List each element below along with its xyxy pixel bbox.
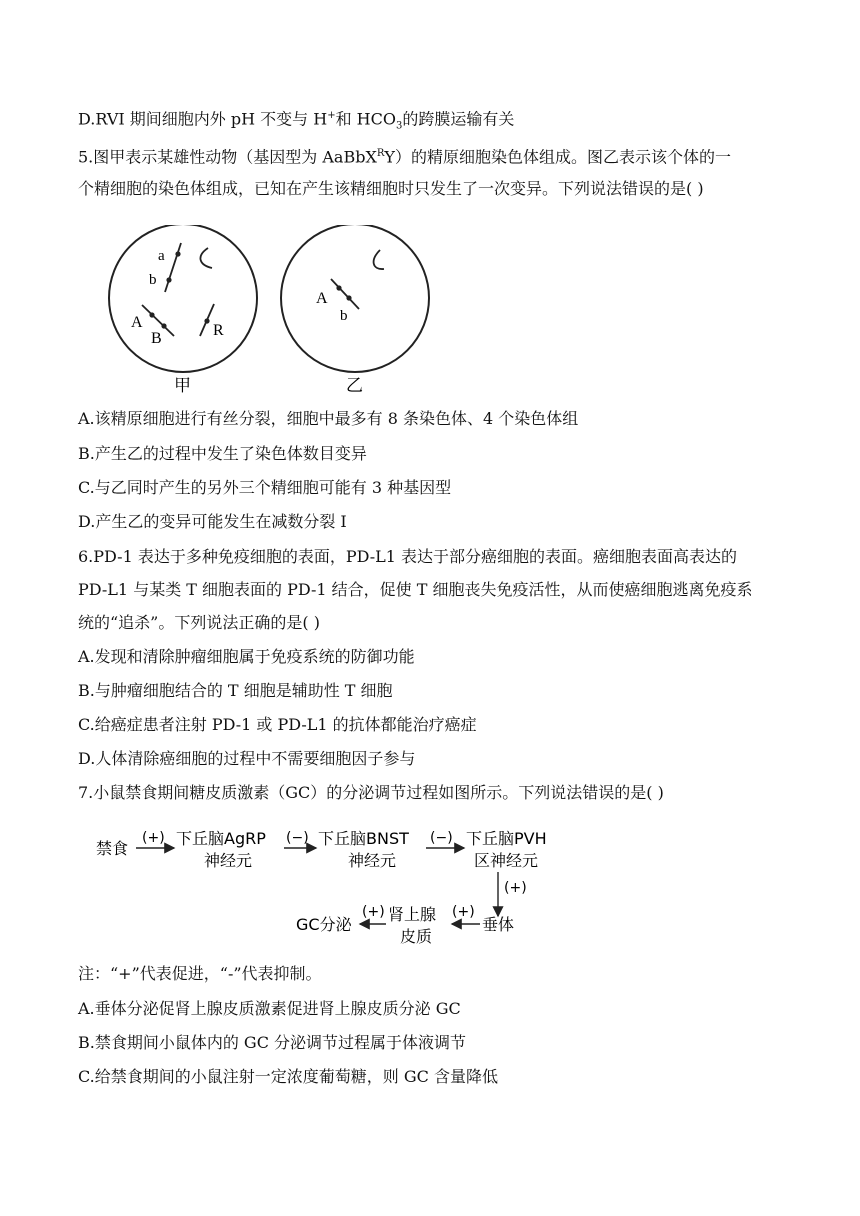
node-bnst-line1: 下丘脑BNST: [318, 829, 409, 848]
q7-regulation-diagram: [90, 818, 570, 948]
node-gc-secretion: GC分泌: [296, 915, 352, 934]
q6-option-b: B.与肿瘤细胞结合的 T 细胞是辅助性 T 细胞: [78, 681, 393, 700]
q6-stem-line2: PD-L1 与某类 T 细胞表面的 PD-1 结合，促使 T 细胞丧失免疫活性，从而使癌细胞逃离免疫系: [78, 580, 753, 599]
q4-option-d: [78, 105, 514, 138]
node-adrenal-line1: 肾上腺: [388, 905, 437, 924]
q7-option-c: C.给禁食期间的小鼠注射一定浓度葡萄糖，则 GC 含量降低: [78, 1067, 498, 1086]
q5-stem-line1: [78, 143, 731, 168]
q5-option-b: B.产生乙的过程中发生了染色体数目变异: [78, 444, 367, 463]
q5-stem-sup: R: [376, 148, 385, 159]
q5-option-c: C.与乙同时产生的另外三个精细胞可能有 3 种基因型: [78, 478, 452, 497]
gene-R-label: R: [213, 322, 224, 339]
arrow1-sign: (+): [142, 830, 165, 846]
gene-a-label: a: [158, 248, 165, 264]
gene-B-label: B: [151, 330, 162, 347]
arrow3-sign: (−): [430, 830, 453, 846]
cell-jia-caption: 甲: [174, 376, 191, 395]
q4-option-d-sub: 3: [396, 120, 403, 132]
node-fasting: 禁食: [96, 839, 129, 858]
gene-b-label: b: [149, 272, 157, 288]
q4-option-d-sup: +: [327, 110, 336, 121]
node-pvh-line2: 区神经元: [474, 851, 539, 870]
q4-option-d-text-pre: D.RVI 期间细胞内外 pH 不变与 H: [78, 109, 328, 129]
q5-stem-line2: 个精细胞的染色体组成，已知在产生该精细胞时只发生了一次变异。下列说法错误的是( ): [78, 179, 704, 198]
q7-option-b: B.禁食期间小鼠体内的 GC 分泌调节过程属于体液调节: [78, 1033, 467, 1052]
cell-jia: [109, 225, 257, 395]
node-pvh-line1: 下丘脑PVH: [466, 829, 547, 848]
gene-A-label-yi: A: [316, 290, 328, 307]
q6-stem-line3: 统的“追杀”。下列说法正确的是( ): [78, 613, 320, 632]
q6-option-c: C.给癌症患者注射 PD-1 或 PD-L1 的抗体都能治疗癌症: [78, 715, 477, 734]
q7-option-a: A.垂体分泌促肾上腺皮质激素促进肾上腺皮质分泌 GC: [78, 999, 461, 1018]
q4-option-d-text-mid: 和 HCO: [335, 109, 396, 129]
q5-stem-post: Y）的精原细胞染色体组成。图乙表示该个体的一: [384, 147, 731, 167]
q6-option-a: A.发现和清除肿瘤细胞属于免疫系统的防御功能: [78, 647, 415, 666]
cell-yi: [281, 225, 429, 395]
arrow2-sign: (−): [286, 830, 309, 846]
cell-yi-caption: 乙: [346, 376, 363, 395]
q5-stem-pre: 5.图甲表示某雄性动物（基因型为 AaBbX: [78, 147, 377, 167]
q6-option-d: D.人体清除癌细胞的过程中不需要细胞因子参与: [78, 749, 416, 768]
gene-A-label: A: [131, 314, 143, 331]
node-pituitary: 垂体: [482, 915, 515, 934]
q5-option-a: A.该精原细胞进行有丝分裂，细胞中最多有 8 条染色体、4 个染色体组: [78, 409, 579, 428]
q6-stem-line1: 6.PD-1 表达于多种免疫细胞的表面，PD-L1 表达于部分癌细胞的表面。癌细胞表面高表达的: [78, 547, 738, 566]
arrow6-sign: (+): [362, 904, 385, 920]
arrow4-sign: (+): [504, 880, 527, 896]
node-adrenal-line2: 皮质: [400, 927, 433, 946]
q4-option-d-text-post: 的跨膜运输有关: [402, 109, 515, 129]
q5-option-d: D.产生乙的变异可能发生在减数分裂 I: [78, 512, 347, 531]
q5-chromosome-figure: [100, 225, 440, 400]
q7-note: 注：“+”代表促进，“-”代表抑制。: [78, 964, 322, 983]
gene-b-label-yi: b: [340, 308, 348, 324]
node-agrp-line1: 下丘脑AgRP: [176, 829, 266, 848]
q7-stem: 7.小鼠禁食期间糖皮质激素（GC）的分泌调节过程如图所示。下列说法错误的是( ): [78, 783, 664, 802]
arrow5-sign: (+): [452, 904, 475, 920]
node-agrp-line2: 神经元: [204, 851, 253, 870]
node-bnst-line2: 神经元: [348, 851, 397, 870]
